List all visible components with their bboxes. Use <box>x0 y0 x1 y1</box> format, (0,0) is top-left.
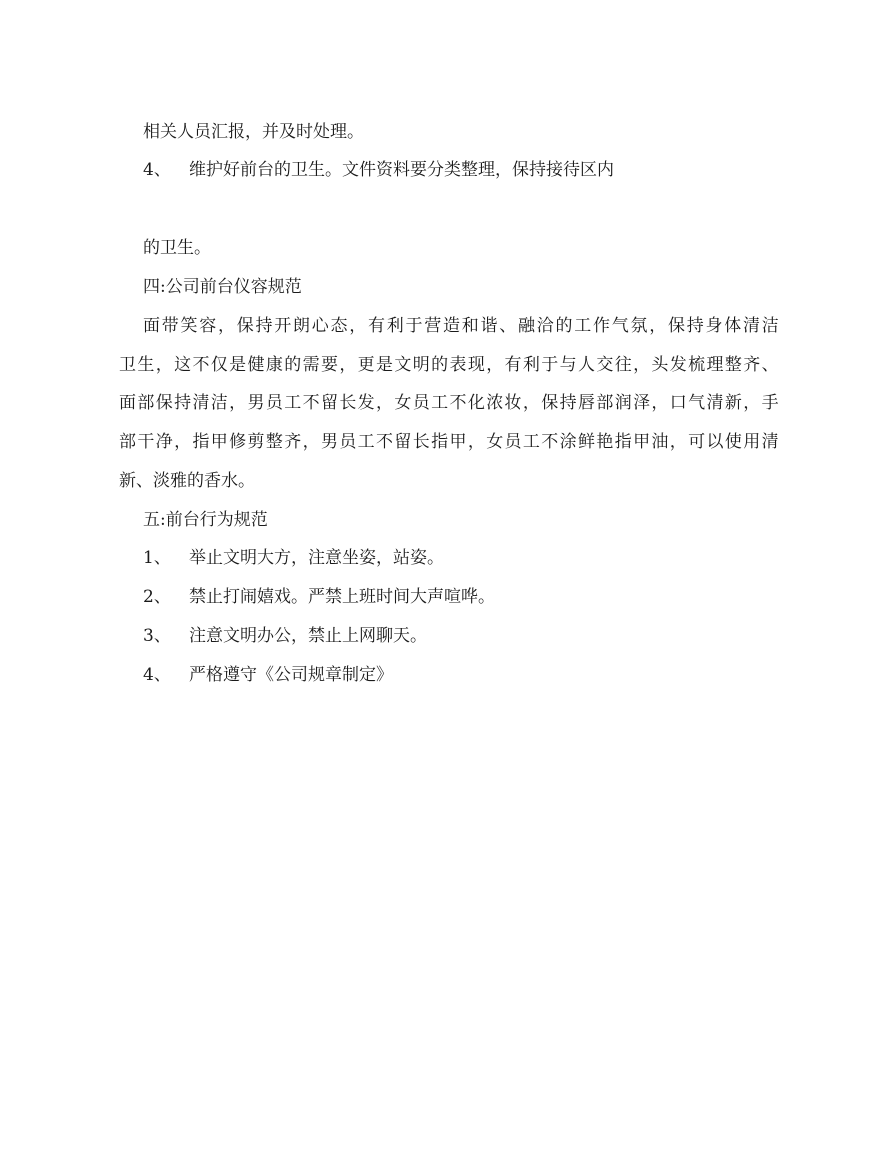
list-item-continuation: 的卫生。 <box>143 238 211 258</box>
list-item-number: 2、 <box>143 587 171 607</box>
list-item <box>143 160 614 180</box>
list-item-text: 维护好前台的卫生。文件资料要分类整理，保持接待区内 <box>189 160 614 180</box>
list-item <box>143 626 427 646</box>
section-heading: 四:公司前台仪容规范 <box>143 277 302 297</box>
list-item-text: 禁止打闹嬉戏。严禁上班时间大声喧哗。 <box>189 587 495 607</box>
continuation-text: 相关人员汇报，并及时处理。 <box>143 122 364 142</box>
list-item-text: 严格遵守《公司规章制定》 <box>189 665 393 685</box>
list-item-number: 1、 <box>143 548 171 568</box>
paragraph-line: 面 带 笑 容 ， 保 持 开 朗 心 态 ， 有 利 于 营 造 和 谐 、 融 洽 的 工 作 气 氛 ， 保 持 身 体 清 洁 <box>143 316 779 336</box>
list-item <box>143 548 444 568</box>
paragraph-line: 面 部 保 持 清 洁 ， 男 员 工 不 留 长 发 ， 女 员 工 不 化 浓 妆 ， 保 持 唇 部 润 泽 ， 口 气 清 新 ， 手 <box>119 393 779 413</box>
list-item-text: 注意文明办公，禁止上网聊天。 <box>189 626 427 646</box>
list-item-number: 3、 <box>143 626 171 646</box>
list-item-text: 举止文明大方，注意坐姿，站姿。 <box>189 548 444 568</box>
section-heading: 五:前台行为规范 <box>143 510 268 530</box>
list-item-number: 4、 <box>143 665 171 685</box>
paragraph-line: 部 干 净 ， 指 甲 修 剪 整 齐 ， 男 员 工 不 留 长 指 甲 ， 女 员 工 不 涂 鲜 艳 指 甲 油 ， 可 以 使 用 清 <box>119 432 779 452</box>
list-item <box>143 587 495 607</box>
list-item <box>143 665 393 685</box>
list-item-number: 4、 <box>143 160 171 180</box>
paragraph-line: 新、淡雅的香水。 <box>119 471 255 491</box>
paragraph-line: 卫 生 ， 这 不 仅 是 健 康 的 需 要 ， 更 是 文 明 的 表 现 ， 有 利 于 与 人 交 往 ， 头 发 梳 理 整 齐 、 <box>119 355 779 375</box>
